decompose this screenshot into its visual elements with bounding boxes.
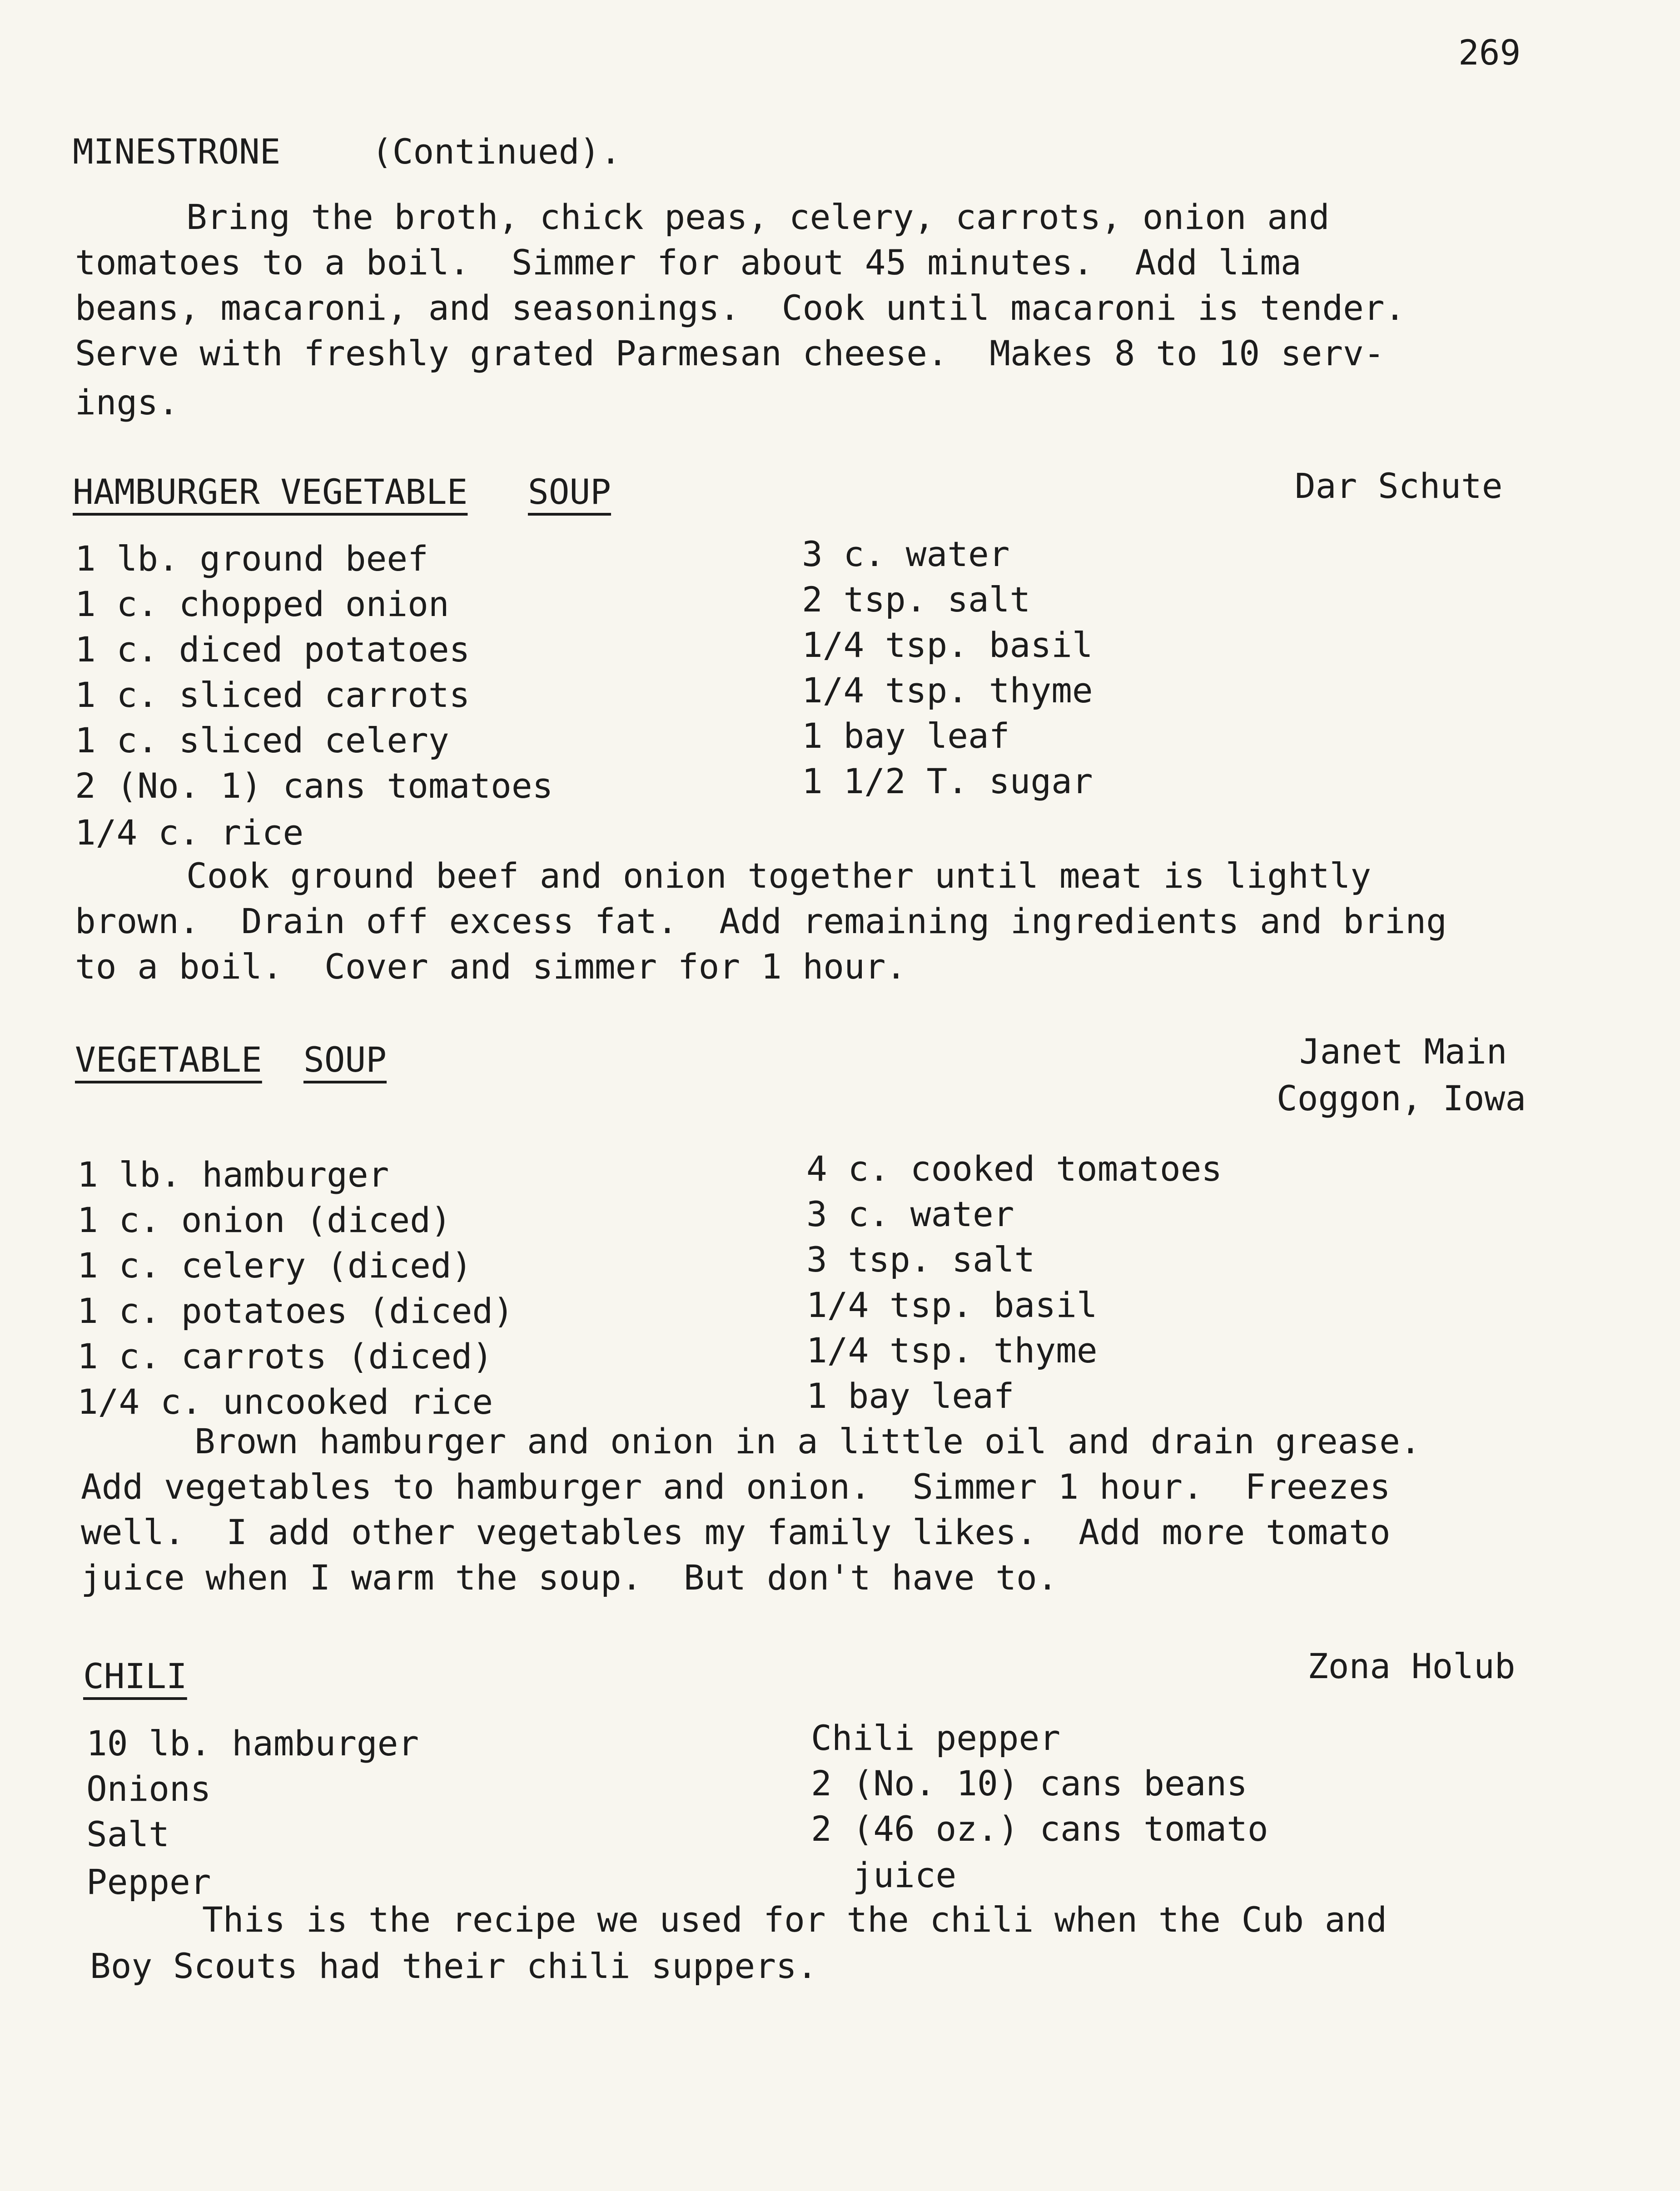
ingredient: 2 tsp. salt (802, 579, 1031, 620)
ingredient: 10 lb. hamburger (86, 1723, 419, 1764)
ingredient: 1 c. onion (diced) (77, 1200, 452, 1240)
recipe-author: Dar Schute (1295, 466, 1503, 506)
continued-label: (Continued). (372, 131, 621, 172)
ingredient: 1/4 tsp. thyme (802, 670, 1093, 710)
ingredient: 1 lb. hamburger (77, 1154, 389, 1195)
directions-line: well. I add other vegetables my family likes. Add more tomato (81, 1512, 1391, 1552)
minestrone-body-line: ings. (75, 382, 179, 422)
ingredient: 2 (No. 10) cans beans (811, 1763, 1248, 1803)
recipe-author: Janet Main (1299, 1031, 1507, 1072)
recipe-title: VEGETABLE (75, 1039, 262, 1080)
directions-line: This is the recipe we used for the chili when the Cub and (202, 1899, 1387, 1940)
ingredient: 1/4 tsp. basil (802, 625, 1093, 665)
directions-line: juice when I warm the soup. But don't have to. (81, 1557, 1058, 1598)
ingredient: 1 c. potatoes (diced) (77, 1291, 514, 1331)
directions-line: Add vegetables to hamburger and onion. Simmer 1 hour. Freezes (81, 1466, 1391, 1507)
recipe-title-soup: SOUP (303, 1039, 387, 1080)
ingredient: 1 bay leaf (802, 715, 1010, 756)
ingredient: 1 c. carrots (diced) (77, 1336, 493, 1376)
ingredient: 1 1/2 T. sugar (802, 761, 1093, 801)
ingredient: 1 bay leaf (806, 1376, 1014, 1416)
minestrone-title: MINESTRONE (73, 131, 281, 172)
ingredient: 1 c. sliced celery (75, 720, 449, 760)
ingredient: 1/4 tsp. basil (806, 1285, 1098, 1325)
recipe-title-soup: SOUP (528, 472, 611, 512)
ingredient: Pepper (86, 1862, 211, 1902)
minestrone-body-line: Serve with freshly grated Parmesan cheese. Makes 8 to 10 serv- (75, 333, 1385, 373)
ingredient: 2 (No. 1) cans tomatoes (75, 765, 553, 806)
ingredient: Chili pepper (811, 1718, 1061, 1758)
minestrone-body-line: Bring the broth, chick peas, celery, carrots, onion and (186, 197, 1330, 237)
ingredient: 1 c. sliced carrots (75, 675, 470, 715)
ingredient: Salt (86, 1814, 170, 1854)
minestrone-body-line: tomatoes to a boil. Simmer for about 45 minutes. Add lima (75, 242, 1302, 283)
recipe-author-location: Coggon, Iowa (1277, 1078, 1526, 1118)
ingredient: 1 lb. ground beef (75, 538, 428, 579)
ingredient: 4 c. cooked tomatoes (806, 1148, 1223, 1189)
ingredient: 1 c. celery (diced) (77, 1245, 472, 1286)
directions-line: Cook ground beef and onion together until meat is lightly (186, 855, 1372, 896)
ingredient: 2 (46 oz.) cans tomato (811, 1808, 1268, 1849)
directions-line: Brown hamburger and onion in a little oil and drain grease. (194, 1421, 1421, 1461)
ingredient: 1 c. diced potatoes (75, 629, 470, 670)
ingredient: Onions (86, 1769, 211, 1809)
recipe-title: HAMBURGER VEGETABLE (73, 472, 468, 512)
page-number: 269 (1458, 32, 1521, 73)
ingredient: 1/4 c. rice (75, 812, 304, 853)
directions-line: Boy Scouts had their chili suppers. (90, 1946, 818, 1986)
ingredient: 1/4 tsp. thyme (806, 1330, 1098, 1371)
ingredient: 1 c. chopped onion (75, 584, 449, 624)
ingredient: 1/4 c. uncooked rice (77, 1381, 493, 1422)
recipe-author: Zona Holub (1307, 1646, 1516, 1686)
ingredient: 3 tsp. salt (806, 1239, 1035, 1280)
directions-line: to a boil. Cover and simmer for 1 hour. (75, 946, 907, 987)
ingredient: juice (811, 1855, 957, 1895)
directions-line: brown. Drain off excess fat. Add remaining ingredients and bring (75, 901, 1447, 941)
minestrone-body-line: beans, macaroni, and seasonings. Cook until macaroni is tender. (75, 288, 1406, 328)
recipe-title: CHILI (83, 1656, 187, 1696)
ingredient: 3 c. water (802, 534, 1010, 574)
ingredient: 3 c. water (806, 1194, 1014, 1234)
